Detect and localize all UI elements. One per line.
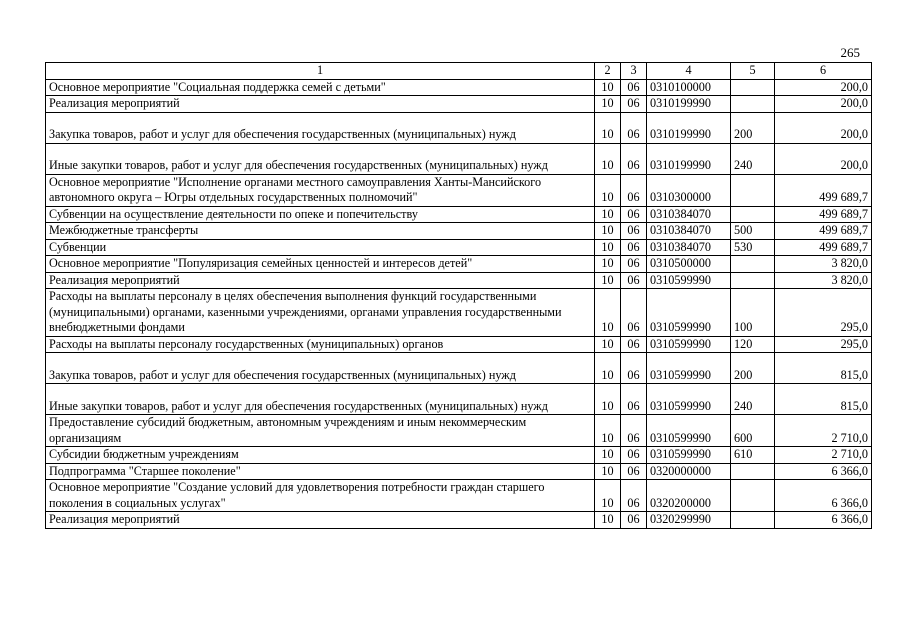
row-expense-type-cell <box>731 174 775 206</box>
row-name-cell: Расходы на выплаты персоналу государственных (муниципальных) органов <box>46 336 595 353</box>
row-amount-cell: 200,0 <box>775 112 872 143</box>
row-name-cell: Закупка товаров, работ и услуг для обеспечения государственных (муниципальных) нужд <box>46 112 595 143</box>
row-name-cell: Реализация мероприятий <box>46 96 595 113</box>
table-row <box>46 272 872 289</box>
row-subsection-cell: 06 <box>621 289 647 337</box>
row-name-cell: Межбюджетные трансферты <box>46 223 595 240</box>
table-row <box>46 415 872 447</box>
row-subsection-cell: 06 <box>621 256 647 273</box>
row-target-article-cell: 0310599990 <box>647 353 731 384</box>
row-subsection-cell: 06 <box>621 480 647 512</box>
row-subsection-cell: 06 <box>621 143 647 174</box>
row-name-cell: Предоставление субсидий бюджетным, автономным учреждениям и иным некоммерческим организациям <box>46 415 595 447</box>
row-amount-cell: 6 366,0 <box>775 512 872 529</box>
table-row <box>46 112 872 143</box>
row-amount-cell: 499 689,7 <box>775 223 872 240</box>
row-target-article-cell: 0310384070 <box>647 206 731 223</box>
row-name-cell: Закупка товаров, работ и услуг для обеспечения государственных (муниципальных) нужд <box>46 353 595 384</box>
row-amount-cell: 499 689,7 <box>775 206 872 223</box>
row-target-article-cell: 0310100000 <box>647 79 731 96</box>
table-row <box>46 79 872 96</box>
header-cell: 2 <box>595 63 621 80</box>
header-cell: 3 <box>621 63 647 80</box>
row-section-cell: 10 <box>595 336 621 353</box>
row-name-cell: Субвенции <box>46 239 595 256</box>
table-row <box>46 239 872 256</box>
row-amount-cell: 295,0 <box>775 289 872 337</box>
row-section-cell: 10 <box>595 112 621 143</box>
table-row <box>46 223 872 240</box>
row-amount-cell: 295,0 <box>775 336 872 353</box>
row-name-cell: Расходы на выплаты персоналу в целях обеспечения выполнения функций государственными (муниципальными) органами, казенными учреждениями, органами управления государственными внебюджетными фондами <box>46 289 595 337</box>
row-name-cell: Субсидии бюджетным учреждениям <box>46 447 595 464</box>
row-expense-type-cell: 600 <box>731 415 775 447</box>
row-name-cell: Реализация мероприятий <box>46 512 595 529</box>
row-target-article-cell: 0310384070 <box>647 223 731 240</box>
row-subsection-cell: 06 <box>621 174 647 206</box>
row-name-cell: Основное мероприятие "Исполнение органами местного самоуправления Ханты-Мансийского автономного округа – Югры отдельных государственных полномочий" <box>46 174 595 206</box>
row-section-cell: 10 <box>595 480 621 512</box>
row-expense-type-cell: 120 <box>731 336 775 353</box>
row-name-cell: Основное мероприятие "Популяризация семейных ценностей и интересов детей" <box>46 256 595 273</box>
row-expense-type-cell <box>731 79 775 96</box>
row-section-cell: 10 <box>595 256 621 273</box>
row-amount-cell: 200,0 <box>775 143 872 174</box>
row-target-article-cell: 0310199990 <box>647 143 731 174</box>
row-target-article-cell: 0310599990 <box>647 272 731 289</box>
row-target-article-cell: 0310599990 <box>647 384 731 415</box>
row-amount-cell: 2 710,0 <box>775 415 872 447</box>
row-section-cell: 10 <box>595 384 621 415</box>
row-target-article-cell: 0320200000 <box>647 480 731 512</box>
row-subsection-cell: 06 <box>621 272 647 289</box>
row-name-cell: Основное мероприятие "Социальная поддержка семей с детьми" <box>46 79 595 96</box>
row-section-cell: 10 <box>595 353 621 384</box>
row-target-article-cell: 0310500000 <box>647 256 731 273</box>
row-section-cell: 10 <box>595 512 621 529</box>
row-expense-type-cell <box>731 480 775 512</box>
row-expense-type-cell: 530 <box>731 239 775 256</box>
row-expense-type-cell <box>731 272 775 289</box>
row-section-cell: 10 <box>595 223 621 240</box>
table-row <box>46 256 872 273</box>
row-target-article-cell: 0320000000 <box>647 463 731 480</box>
row-target-article-cell: 0320299990 <box>647 512 731 529</box>
row-amount-cell: 6 366,0 <box>775 480 872 512</box>
table-header-row <box>46 63 872 80</box>
table-row <box>46 96 872 113</box>
row-subsection-cell: 06 <box>621 463 647 480</box>
row-subsection-cell: 06 <box>621 79 647 96</box>
row-name-cell: Реализация мероприятий <box>46 272 595 289</box>
row-expense-type-cell: 610 <box>731 447 775 464</box>
table-row <box>46 353 872 384</box>
row-subsection-cell: 06 <box>621 112 647 143</box>
header-cell: 1 <box>46 63 595 80</box>
row-target-article-cell: 0310599990 <box>647 289 731 337</box>
row-target-article-cell: 0310599990 <box>647 336 731 353</box>
row-amount-cell: 200,0 <box>775 79 872 96</box>
row-expense-type-cell <box>731 463 775 480</box>
row-subsection-cell: 06 <box>621 447 647 464</box>
row-expense-type-cell: 100 <box>731 289 775 337</box>
row-subsection-cell: 06 <box>621 353 647 384</box>
row-section-cell: 10 <box>595 143 621 174</box>
row-expense-type-cell <box>731 96 775 113</box>
row-subsection-cell: 06 <box>621 239 647 256</box>
row-section-cell: 10 <box>595 239 621 256</box>
row-expense-type-cell: 500 <box>731 223 775 240</box>
table-row <box>46 206 872 223</box>
row-subsection-cell: 06 <box>621 223 647 240</box>
table-row <box>46 447 872 464</box>
table-row <box>46 174 872 206</box>
row-subsection-cell: 06 <box>621 96 647 113</box>
table-row <box>46 143 872 174</box>
row-section-cell: 10 <box>595 289 621 337</box>
row-section-cell: 10 <box>595 272 621 289</box>
row-section-cell: 10 <box>595 447 621 464</box>
row-expense-type-cell <box>731 512 775 529</box>
row-amount-cell: 3 820,0 <box>775 272 872 289</box>
row-expense-type-cell: 200 <box>731 112 775 143</box>
header-cell: 4 <box>647 63 731 80</box>
row-amount-cell: 499 689,7 <box>775 239 872 256</box>
row-subsection-cell: 06 <box>621 384 647 415</box>
row-name-cell: Иные закупки товаров, работ и услуг для обеспечения государственных (муниципальных) нужд <box>46 384 595 415</box>
row-expense-type-cell <box>731 206 775 223</box>
row-section-cell: 10 <box>595 463 621 480</box>
row-name-cell: Подпрограмма "Старшее поколение" <box>46 463 595 480</box>
row-section-cell: 10 <box>595 79 621 96</box>
row-section-cell: 10 <box>595 174 621 206</box>
row-expense-type-cell: 240 <box>731 143 775 174</box>
row-expense-type-cell: 200 <box>731 353 775 384</box>
row-name-cell: Иные закупки товаров, работ и услуг для обеспечения государственных (муниципальных) нужд <box>46 143 595 174</box>
table-row <box>46 512 872 529</box>
row-target-article-cell: 0310300000 <box>647 174 731 206</box>
row-amount-cell: 499 689,7 <box>775 174 872 206</box>
row-name-cell: Основное мероприятие "Создание условий для удовлетворения потребности граждан старшего поколения в социальных услугах" <box>46 480 595 512</box>
row-target-article-cell: 0310199990 <box>647 96 731 113</box>
row-section-cell: 10 <box>595 206 621 223</box>
row-section-cell: 10 <box>595 96 621 113</box>
row-amount-cell: 200,0 <box>775 96 872 113</box>
table-row <box>46 289 872 337</box>
row-subsection-cell: 06 <box>621 336 647 353</box>
row-target-article-cell: 0310384070 <box>647 239 731 256</box>
row-subsection-cell: 06 <box>621 512 647 529</box>
row-target-article-cell: 0310199990 <box>647 112 731 143</box>
row-subsection-cell: 06 <box>621 415 647 447</box>
table-row <box>46 480 872 512</box>
row-target-article-cell: 0310599990 <box>647 447 731 464</box>
row-target-article-cell: 0310599990 <box>647 415 731 447</box>
row-amount-cell: 3 820,0 <box>775 256 872 273</box>
budget-table <box>45 62 872 529</box>
row-amount-cell: 815,0 <box>775 353 872 384</box>
table-row <box>46 463 872 480</box>
row-section-cell: 10 <box>595 415 621 447</box>
row-subsection-cell: 06 <box>621 206 647 223</box>
row-amount-cell: 815,0 <box>775 384 872 415</box>
table-row <box>46 384 872 415</box>
header-cell: 5 <box>731 63 775 80</box>
row-amount-cell: 6 366,0 <box>775 463 872 480</box>
row-expense-type-cell: 240 <box>731 384 775 415</box>
header-cell: 6 <box>775 63 872 80</box>
table-row <box>46 336 872 353</box>
row-name-cell: Субвенции на осуществление деятельности по опеке и попечительству <box>46 206 595 223</box>
row-amount-cell: 2 710,0 <box>775 447 872 464</box>
page-number: 265 <box>840 45 860 60</box>
row-expense-type-cell <box>731 256 775 273</box>
